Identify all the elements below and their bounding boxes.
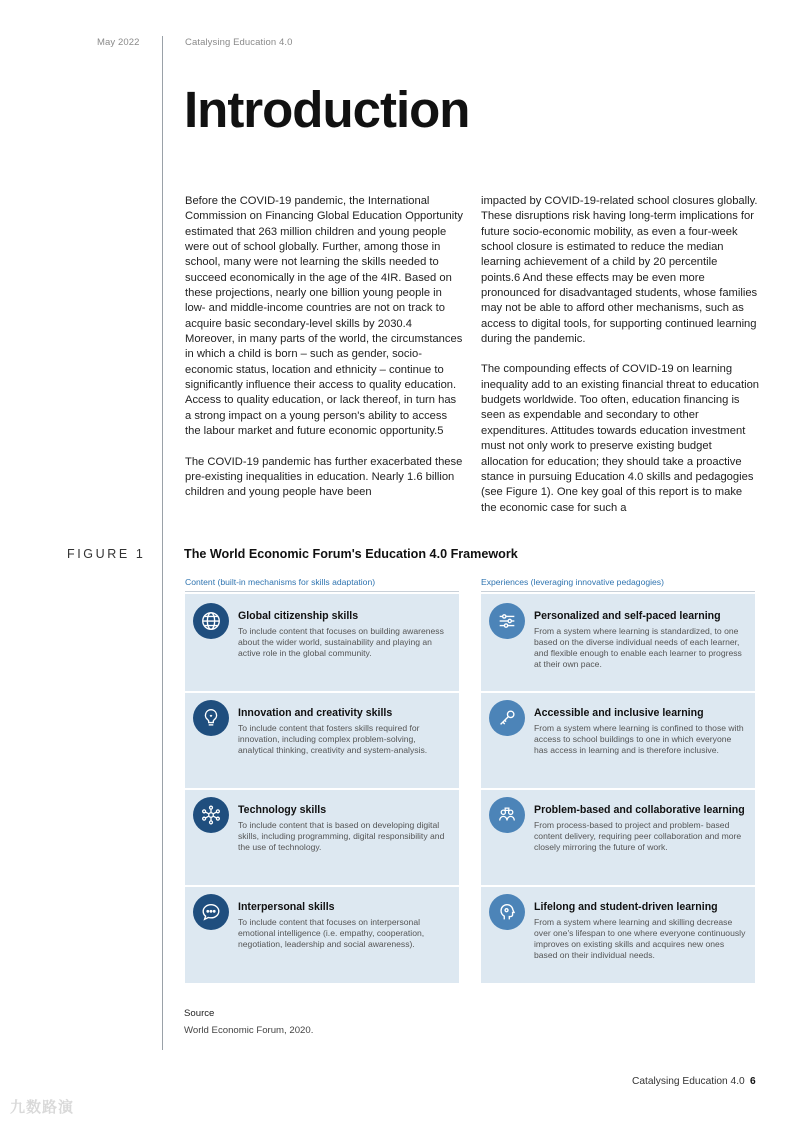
body-column-right [481, 194, 759, 531]
content-column-header: Content (built-in mechanisms for skills adaptation) [185, 577, 376, 587]
experience-card-personalized [481, 594, 755, 691]
divider [185, 591, 459, 592]
network-icon [193, 797, 229, 833]
margin-rule [162, 36, 163, 1050]
page-title: Introduction [184, 81, 470, 138]
card-description: To include content that is based on developing digital skills, including programming, digital responsibility and the use of technology. [238, 820, 445, 852]
lightbulb-icon [193, 700, 229, 736]
card-description: To include content that focuses on interpersonal emotional intelligence (i.e. empathy, cooperation, negotiation, leadership and social awareness). [238, 917, 425, 949]
source-label: Source [184, 1008, 215, 1019]
experiences-panel [481, 594, 755, 983]
card-title: Lifelong and student-driven learning [534, 901, 718, 913]
card-title: Technology skills [238, 804, 327, 816]
figure-title: The World Economic Forum's Education 4.0 Framework [184, 547, 518, 561]
card-title: Accessible and inclusive learning [534, 707, 704, 719]
experience-card-problem-based [481, 788, 755, 885]
card-description: To include content that fosters skills required for innovation, including complex problem-solving, analytical thinking, creativity and system-analysis. [238, 723, 428, 755]
footer-title: Catalysing Education 4.0 [632, 1076, 745, 1087]
content-card-technology [185, 788, 459, 885]
key-icon [489, 700, 525, 736]
source-text: World Economic Forum, 2020. [184, 1025, 314, 1036]
experience-card-accessible [481, 691, 755, 788]
content-card-global-citizenship [185, 594, 459, 691]
card-title: Personalized and self-paced learning [534, 610, 721, 622]
card-title: Interpersonal skills [238, 901, 335, 913]
page-number: 6 [750, 1076, 756, 1087]
card-description: From a system where learning is standardized, to one based on the diverse individual needs of each learner, and flexible enough to enable each learner to progress at their own pace. [534, 626, 742, 669]
experiences-column-header: Experiences (leveraging innovative pedagogies) [481, 577, 664, 587]
globe-icon [193, 603, 229, 639]
sliders-icon [489, 603, 525, 639]
card-description: From process-based to project and problem- based content delivery, requiring peer collaboration and more closely mirroring the future of work. [534, 820, 742, 852]
figure-label: FIGURE 1 [67, 547, 146, 561]
card-description: From a system where learning is confined to those with access to school buildings to one in which everyone has access in learning and is therefore inclusive. [534, 723, 744, 755]
card-title: Problem-based and collaborative learning [534, 804, 745, 816]
body-column-left [185, 194, 463, 516]
card-title: Global citizenship skills [238, 610, 359, 622]
experience-card-lifelong [481, 885, 755, 982]
header-date: May 2022 [97, 37, 140, 48]
content-card-innovation [185, 691, 459, 788]
divider [481, 591, 755, 592]
body-paragraph: The COVID-19 pandemic has further exacerbated these pre-existing inequalities in education. Nearly 1.6 billion children and young people have been [185, 455, 463, 499]
content-card-interpersonal [185, 885, 459, 982]
chat-bubble-icon [193, 894, 229, 930]
people-collaboration-icon [489, 797, 525, 833]
card-description: From a system where learning and skilling decrease over one's lifespan to one where everyone continuously improves on existing skills and acquires new ones based on their individual needs. [534, 917, 746, 960]
body-paragraph: impacted by COVID-19-related school closures globally. These disruptions risk having long-term implications for future socio-economic mobility, as even a four-week school closure is estimated to reduce the median learning achievement of a child by 20 percentile points.6 And these effects may be even more pronounced for disadvantaged students, whose families may not be able to afford other mechanisms, such as access to digital tools, for supporting continued learning during the pandemic. [481, 195, 758, 346]
card-title: Innovation and creativity skills [238, 707, 393, 719]
watermark: 九数路演 [10, 1099, 75, 1116]
head-profile-icon [489, 894, 525, 930]
body-paragraph: The compounding effects of COVID-19 on learning inequality add to an existing financial threat to education budgets worldwide. Too often, education financing is seen as expendable and secondary to other expenditures. Attitudes towards education investment must not only work to preserve existing budget allocation for education; they should take a proactive stance in pursuing Education 4.0 skills and pedagogies (see Figure 1). One key goal of this report is to make the economic case for such a [481, 363, 760, 514]
content-panel [185, 594, 459, 983]
header-publication: Catalysing Education 4.0 [185, 37, 293, 48]
card-description: To include content that focuses on building awareness about the wider world, sustainability and playing an active role in the global community. [238, 626, 444, 658]
body-paragraph: Before the COVID-19 pandemic, the International Commission on Financing Global Education Opportunity estimated that 263 million children and young people were out of school globally. Further, among those in school, many were not learning the skills needed to succeed economically in the age of the 4IR. Based on these projections, nearly one billion young people in low- and middle-income countries are not on track to acquire basic secondary-level skills by 2030.4 Moreover, in many parts of the world, the circumstances in which a child is born – such as gender, socio-economic status, location and ethnicity – continue to significantly influence their access to quality education. Access to quality education, or lack thereof, in turn has a strong impact on a young person's ability to access the labour market and future economic opportunity.5 [185, 195, 463, 438]
